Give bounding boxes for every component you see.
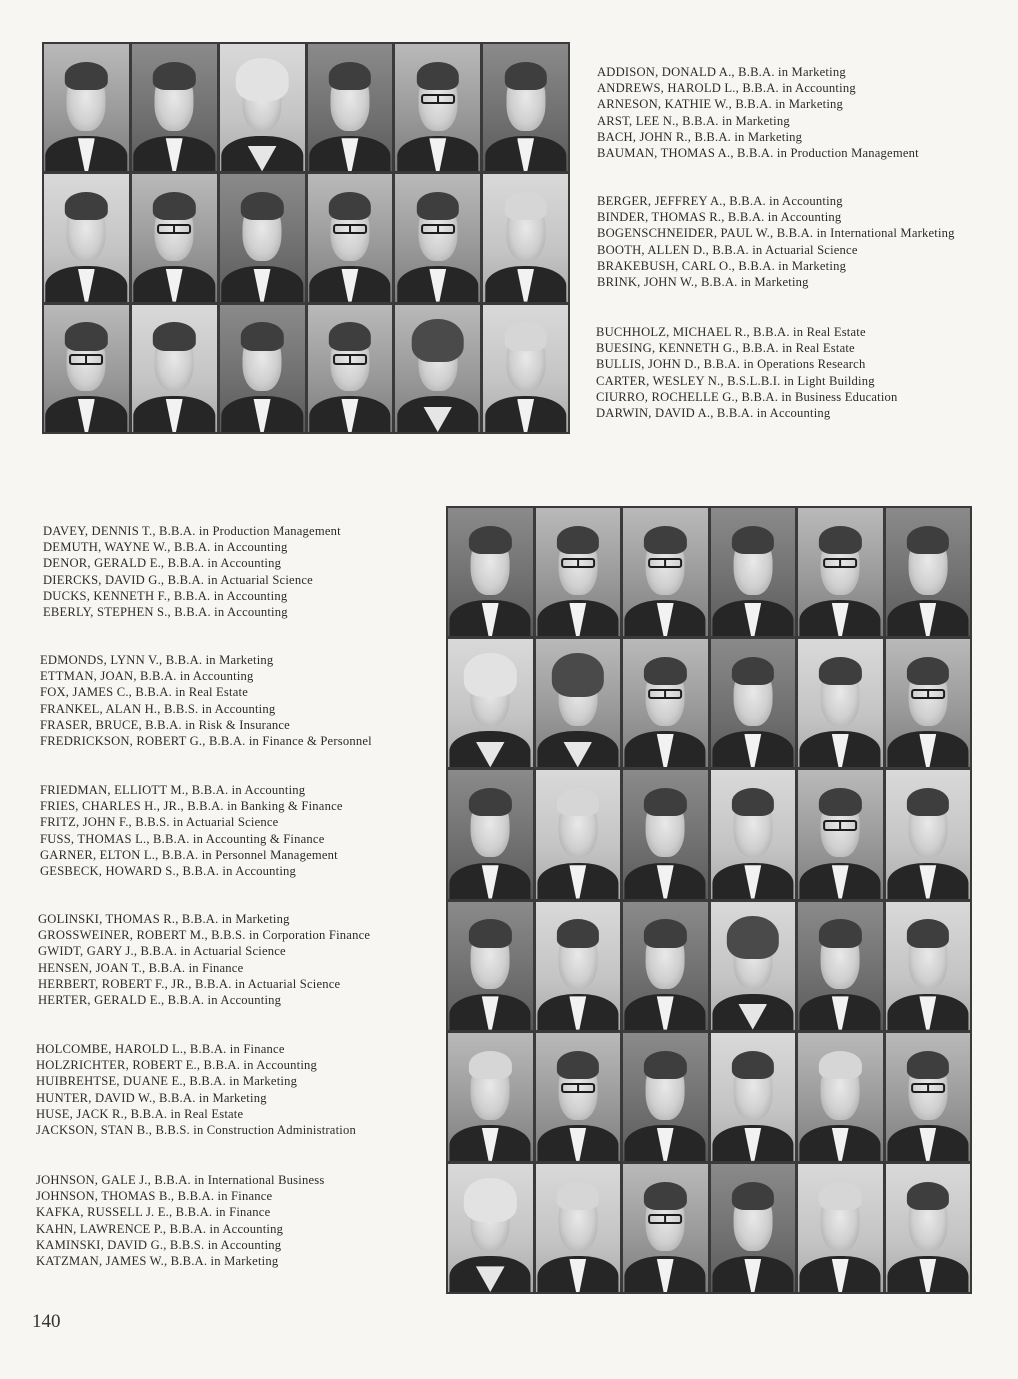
portrait-hair (819, 1051, 861, 1079)
caption-line: KATZMAN, JAMES W., B.B.A. in Marketing (36, 1253, 279, 1268)
caption-line: HERTER, GERALD E., B.B.A. in Accounting (38, 992, 282, 1007)
portrait-hair (411, 319, 464, 362)
portrait-hair (469, 526, 511, 554)
portrait-hair (644, 657, 686, 685)
portrait-hair (727, 916, 779, 960)
student-portrait (448, 1033, 533, 1161)
caption-line: HOLZRICHTER, ROBERT E., B.B.A. in Accounting (36, 1058, 318, 1073)
student-portrait (711, 1164, 796, 1292)
caption-block (38, 911, 370, 1008)
student-portrait (623, 639, 708, 767)
student-portrait (483, 305, 568, 432)
caption-line: BRINK, JOHN W., B.B.A. in Marketing (597, 274, 809, 289)
student-portrait (798, 508, 883, 636)
student-portrait (132, 305, 217, 432)
student-portrait (886, 770, 971, 898)
caption-line: HUIBREHTSE, DUANE E., B.B.A. in Marketing (36, 1074, 298, 1089)
student-portrait (536, 770, 621, 898)
portrait-glasses (648, 1214, 682, 1224)
caption-line: HUSE, JACK R., B.B.A. in Real Estate (36, 1106, 244, 1121)
caption-line: GESBECK, HOWARD S., B.B.A. in Accounting (40, 863, 297, 878)
student-portrait (886, 902, 971, 1030)
caption-line: DIERCKS, DAVID G., B.B.A. in Actuarial Science (43, 572, 313, 587)
caption-block (36, 1172, 324, 1269)
portrait-hair (907, 1182, 949, 1210)
portrait-hair (464, 653, 516, 697)
portrait-hair (819, 657, 861, 685)
caption-line: KAHN, LAWRENCE P., B.B.A. in Accounting (36, 1221, 284, 1236)
page-number: 140 (32, 1311, 61, 1332)
caption-line: BUCHHOLZ, MICHAEL R., B.B.A. in Real Estate (596, 325, 866, 339)
portrait-glasses (333, 224, 367, 234)
student-portrait (798, 639, 883, 767)
caption-line: HOLCOMBE, HAROLD L., B.B.A. in Finance (36, 1042, 285, 1056)
student-portrait (886, 508, 971, 636)
caption-line: BERGER, JEFFREY A., B.B.A. in Accounting (597, 194, 843, 208)
caption-line: JOHNSON, THOMAS B., B.B.A. in Finance (36, 1189, 273, 1204)
portrait-glasses (561, 1083, 595, 1093)
caption-line: HERBERT, ROBERT F., JR., B.B.A. in Actuarial Science (38, 976, 341, 991)
portrait-hair (732, 657, 774, 685)
portrait-glasses (911, 689, 945, 699)
portrait-hair (819, 526, 861, 554)
student-portrait (798, 1164, 883, 1292)
caption-line: FREDRICKSON, ROBERT G., B.B.A. in Finance & Personnel (40, 733, 372, 748)
student-portrait (448, 508, 533, 636)
caption-line: GROSSWEINER, ROBERT M., B.B.S. in Corporation Finance (38, 928, 371, 943)
student-portrait (536, 639, 621, 767)
portrait-hair (241, 192, 283, 220)
portrait-hair (469, 788, 511, 816)
portrait-hair (236, 58, 289, 101)
student-portrait (132, 174, 217, 301)
portrait-glasses (157, 224, 191, 234)
portrait-hair (469, 919, 511, 947)
portrait-grid-top (42, 42, 570, 434)
caption-line: FRANKEL, ALAN H., B.B.S. in Accounting (40, 701, 276, 716)
caption-block (40, 782, 343, 879)
student-portrait (798, 770, 883, 898)
student-portrait (395, 305, 480, 432)
portrait-glasses (823, 558, 857, 568)
student-portrait (220, 174, 305, 301)
portrait-hair (417, 62, 459, 90)
student-portrait (886, 1033, 971, 1161)
caption-line: CARTER, WESLEY N., B.S.L.B.I. in Light Building (596, 373, 875, 388)
caption-line: JOHNSON, GALE J., B.B.A. in International Business (36, 1173, 325, 1187)
portrait-hair (469, 1051, 511, 1079)
portrait-hair (241, 322, 283, 350)
caption-line: BAUMAN, THOMAS A., B.B.A. in Production Management (597, 145, 919, 160)
portrait-hair (732, 788, 774, 816)
portrait-hair (329, 192, 371, 220)
portrait-hair (329, 62, 371, 90)
student-portrait (308, 174, 393, 301)
portrait-hair (907, 1051, 949, 1079)
caption-line: GOLINSKI, THOMAS R., B.B.A. in Marketing (38, 912, 290, 926)
caption-line: DUCKS, KENNETH F., B.B.A. in Accounting (43, 588, 288, 603)
caption-line: DARWIN, DAVID A., B.B.A. in Accounting (596, 405, 831, 420)
caption-line: JACKSON, STAN B., B.B.S. in Construction Administration (36, 1122, 356, 1137)
caption-line: DEMUTH, WAYNE W., B.B.A. in Accounting (43, 540, 288, 555)
portrait-hair (644, 788, 686, 816)
student-portrait (536, 902, 621, 1030)
student-portrait (623, 1164, 708, 1292)
portrait-glasses (648, 689, 682, 699)
portrait-hair (644, 526, 686, 554)
student-portrait (483, 44, 568, 171)
caption-line: BUESING, KENNETH G., B.B.A. in Real Estate (596, 341, 855, 356)
caption-block (597, 64, 919, 161)
student-portrait (220, 44, 305, 171)
student-portrait (44, 305, 129, 432)
student-portrait (623, 902, 708, 1030)
portrait-hair (819, 1182, 861, 1210)
caption-line: EDMONDS, LYNN V., B.B.A. in Marketing (40, 653, 274, 667)
portrait-hair (644, 919, 686, 947)
portrait-hair (153, 62, 195, 90)
caption-block (40, 652, 372, 749)
student-portrait (448, 639, 533, 767)
portrait-hair (732, 1182, 774, 1210)
student-portrait (132, 44, 217, 171)
portrait-grid-bottom (446, 506, 972, 1294)
portrait-hair (907, 788, 949, 816)
student-portrait (448, 770, 533, 898)
portrait-hair (504, 192, 546, 220)
portrait-glasses (69, 354, 103, 364)
portrait-hair (329, 322, 371, 350)
caption-line: GARNER, ELTON L., B.B.A. in Personnel Management (40, 847, 338, 862)
student-portrait (44, 44, 129, 171)
caption-line: ANDREWS, HAROLD L., B.B.A. in Accounting (597, 81, 856, 96)
student-portrait (623, 508, 708, 636)
portrait-glasses (421, 224, 455, 234)
portrait-glasses (561, 558, 595, 568)
portrait-hair (907, 919, 949, 947)
student-portrait (308, 305, 393, 432)
student-portrait (886, 1164, 971, 1292)
student-portrait (536, 1164, 621, 1292)
portrait-hair (819, 919, 861, 947)
caption-line: BACH, JOHN R., B.B.A. in Marketing (597, 129, 803, 144)
student-portrait (44, 174, 129, 301)
portrait-hair (819, 788, 861, 816)
caption-line: BINDER, THOMAS R., B.B.A. in Accounting (597, 210, 842, 225)
caption-line: BOOTH, ALLEN D., B.B.A. in Actuarial Science (597, 242, 858, 257)
caption-line: FOX, JAMES C., B.B.A. in Real Estate (40, 685, 249, 700)
student-portrait (395, 174, 480, 301)
caption-line: ADDISON, DONALD A., B.B.A. in Marketing (597, 65, 846, 79)
student-portrait (798, 902, 883, 1030)
portrait-hair (644, 1051, 686, 1079)
portrait-hair (65, 62, 107, 90)
portrait-glasses (333, 354, 367, 364)
portrait-hair (153, 322, 195, 350)
student-portrait (711, 770, 796, 898)
portrait-hair (464, 1178, 516, 1222)
student-portrait (536, 508, 621, 636)
student-portrait (448, 1164, 533, 1292)
caption-block (43, 523, 341, 620)
portrait-hair (65, 322, 107, 350)
caption-block (36, 1041, 356, 1138)
portrait-hair (153, 192, 195, 220)
portrait-glasses (421, 94, 455, 104)
caption-line: GWIDT, GARY J., B.B.A. in Actuarial Science (38, 944, 286, 959)
portrait-hair (557, 1051, 599, 1079)
caption-line: BRAKEBUSH, CARL O., B.B.A. in Marketing (597, 258, 847, 273)
caption-line: EBERLY, STEPHEN S., B.B.A. in Accounting (43, 604, 288, 619)
portrait-hair (644, 1182, 686, 1210)
student-portrait (711, 639, 796, 767)
student-portrait (886, 639, 971, 767)
caption-line: BOGENSCHNEIDER, PAUL W., B.B.A. in International Marketing (597, 226, 955, 241)
student-portrait (448, 902, 533, 1030)
portrait-hair (557, 526, 599, 554)
portrait-hair (552, 653, 604, 697)
portrait-glasses (648, 558, 682, 568)
student-portrait (395, 44, 480, 171)
caption-line: CIURRO, ROCHELLE G., B.B.A. in Business Education (596, 389, 898, 404)
caption-line: KAMINSKI, DAVID G., B.B.S. in Accounting (36, 1237, 282, 1252)
student-portrait (711, 508, 796, 636)
portrait-hair (65, 192, 107, 220)
portrait-hair (504, 62, 546, 90)
caption-line: FRASER, BRUCE, B.B.A. in Risk & Insurance (40, 717, 290, 732)
portrait-hair (907, 657, 949, 685)
student-portrait (623, 1033, 708, 1161)
student-portrait (711, 1033, 796, 1161)
caption-line: FRIEDMAN, ELLIOTT M., B.B.A. in Accounting (40, 783, 306, 797)
student-portrait (483, 174, 568, 301)
student-portrait (623, 770, 708, 898)
caption-line: KAFKA, RUSSELL J. E., B.B.A. in Finance (36, 1205, 271, 1220)
caption-line: FRITZ, JOHN F., B.B.S. in Actuarial Science (40, 815, 279, 830)
caption-line: BULLIS, JOHN D., B.B.A. in Operations Research (596, 357, 866, 372)
caption-line: ARST, LEE N., B.B.A. in Marketing (597, 113, 790, 128)
portrait-hair (504, 322, 546, 350)
student-portrait (308, 44, 393, 171)
portrait-glasses (823, 820, 857, 830)
portrait-hair (557, 788, 599, 816)
caption-line: ARNESON, KATHIE W., B.B.A. in Marketing (597, 97, 844, 112)
caption-line: DENOR, GERALD E., B.B.A. in Accounting (43, 556, 282, 571)
portrait-hair (557, 919, 599, 947)
portrait-hair (732, 1051, 774, 1079)
portrait-hair (557, 1182, 599, 1210)
caption-line: HENSEN, JOAN T., B.B.A. in Finance (38, 960, 244, 975)
student-portrait (220, 305, 305, 432)
student-portrait (536, 1033, 621, 1161)
caption-block (597, 193, 955, 290)
caption-line: ETTMAN, JOAN, B.B.A. in Accounting (40, 669, 254, 684)
caption-line: DAVEY, DENNIS T., B.B.A. in Production Management (43, 524, 341, 538)
student-portrait (798, 1033, 883, 1161)
portrait-hair (417, 192, 459, 220)
student-portrait (711, 902, 796, 1030)
caption-line: FRIES, CHARLES H., JR., B.B.A. in Banking & Finance (40, 799, 343, 814)
portrait-glasses (911, 1083, 945, 1093)
portrait-hair (907, 526, 949, 554)
caption-line: HUNTER, DAVID W., B.B.A. in Marketing (36, 1090, 267, 1105)
portrait-hair (732, 526, 774, 554)
caption-line: FUSS, THOMAS L., B.B.A. in Accounting & Finance (40, 831, 325, 846)
caption-block (596, 324, 898, 421)
